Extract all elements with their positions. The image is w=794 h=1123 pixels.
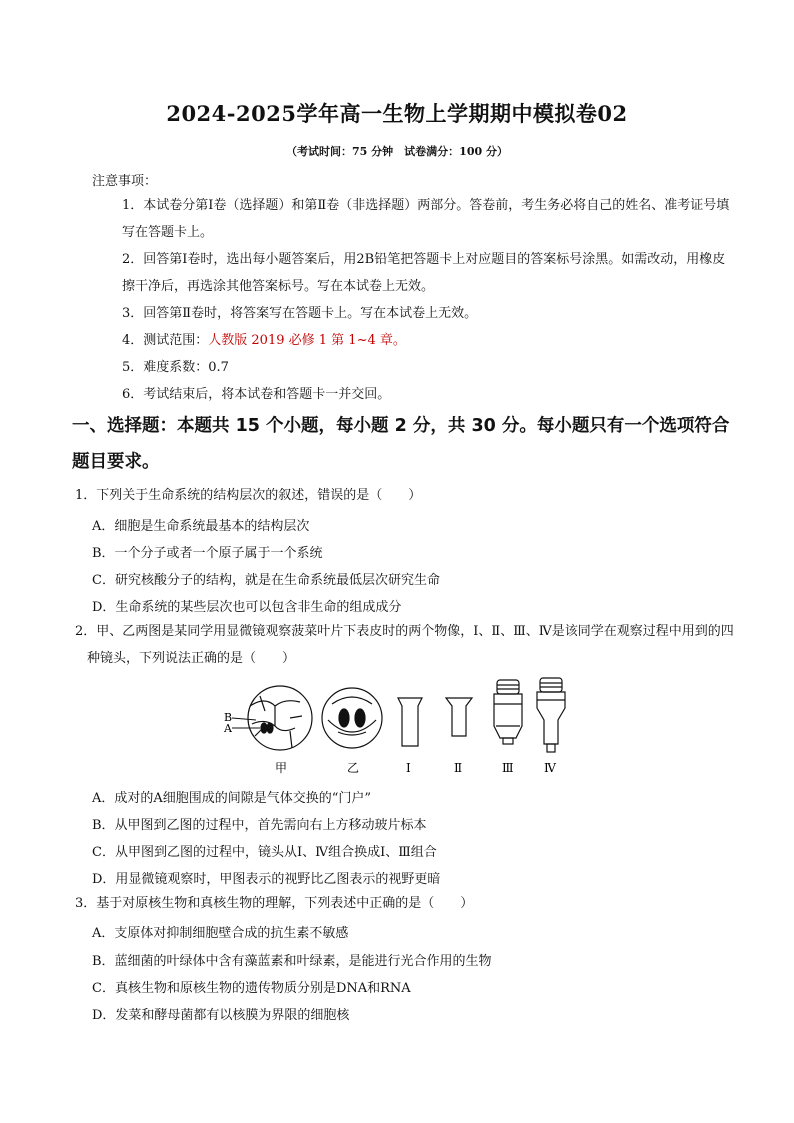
label-jia: 甲 [275, 761, 288, 775]
question-stem: 3．基于对原核生物和真核生物的理解，下列表述中正确的是（ ） [75, 896, 474, 911]
lens-2-icon [446, 698, 472, 736]
option: A．支原体对抑制细胞壁合成的抗生素不敏感 [92, 926, 349, 941]
option: C．从甲图到乙图的过程中，镜头从Ⅰ、Ⅳ组合换成Ⅰ、Ⅲ组合 [92, 845, 437, 860]
notes-label: 注意事项： [92, 174, 158, 189]
label-lens-4: Ⅳ [544, 761, 556, 775]
option: C．研究核酸分子的结构，就是在生命系统最低层次研究生命 [92, 573, 440, 588]
note-item: 5．难度系数：0.7 [122, 360, 229, 375]
option: B．蓝细菌的叶绿体中含有藻蓝素和叶绿素，是能进行光合作用的生物 [92, 954, 492, 969]
option: D．发菜和酵母菌都有以核膜为界限的细胞核 [92, 1008, 350, 1023]
view-yi-icon [322, 688, 382, 748]
label-lens-2: Ⅱ [454, 761, 463, 775]
option: B．一个分子或者一个原子属于一个系统 [92, 546, 323, 561]
option: A．细胞是生命系统最基本的结构层次 [92, 519, 310, 534]
label-lens-1: Ⅰ [406, 761, 411, 775]
option: D．用显微镜观察时，甲图表示的视野比乙图表示的视野更暗 [92, 872, 441, 887]
label-a: A [224, 722, 232, 735]
label-lens-3: Ⅲ [502, 761, 514, 775]
lens-4-icon [537, 678, 565, 752]
label-yi: 乙 [347, 761, 360, 775]
option: D．生命系统的某些层次也可以包含非生命的组成成分 [92, 600, 402, 615]
note-item: 2．回答第Ⅰ卷时，选出每小题答案后，用2B铅笔把答题卡上对应题目的答案标号涂黑。如需改动，用橡皮擦干净后，再选涂其他答案标号。写在本试卷上无效。 [122, 252, 726, 294]
label-b: B [224, 711, 233, 724]
exam-subtitle: （考试时间：75 分钟 试卷满分：100 分） [286, 145, 508, 158]
lens-3-icon [494, 680, 522, 744]
question-stem: 2．甲、乙两图是某同学用显微镜观察菠菜叶片下表皮时的两个物像，Ⅰ、Ⅱ、Ⅲ、Ⅳ是该同学在观察过程中用到的四种镜头，下列说法正确的是（ ） [75, 624, 734, 666]
note-item: 1．本试卷分第Ⅰ卷（选择题）和第Ⅱ卷（非选择题）两部分。答卷前，考生务必将自己的姓名、准考证号填写在答题卡上。 [122, 198, 730, 240]
view-jia-icon [248, 686, 312, 750]
option: C．真核生物和原核生物的遗传物质分别是DNA和RNA [92, 981, 411, 996]
option: B．从甲图到乙图的过程中，首先需向右上方移动玻片标本 [92, 818, 427, 833]
microscope-figure [220, 676, 580, 786]
lens-1-icon [398, 698, 422, 746]
page-title: 2024-2025学年高一生物上学期期中模拟卷02 [166, 101, 628, 126]
section-header: 一、选择题：本题共 15 个小题，每小题 2 分，共 30 分。每小题只有一个选项符合题目要求。 [72, 416, 730, 472]
question-stem: 1．下列关于生命系统的结构层次的叙述，错误的是（ ） [75, 488, 422, 503]
option: A．成对的A细胞围成的间隙是气体交换的“门户” [92, 791, 372, 806]
note-item: 4．测试范围：人教版 2019 必修 1 第 1~4 章。 [122, 333, 406, 348]
note-item: 3．回答第Ⅱ卷时，将答案写在答题卡上。写在本试卷上无效。 [122, 306, 478, 321]
note-item: 6．考试结束后，将本试卷和答题卡一并交回。 [122, 387, 391, 402]
scope-highlight: 人教版 2019 必修 1 第 1~4 章。 [208, 333, 406, 348]
